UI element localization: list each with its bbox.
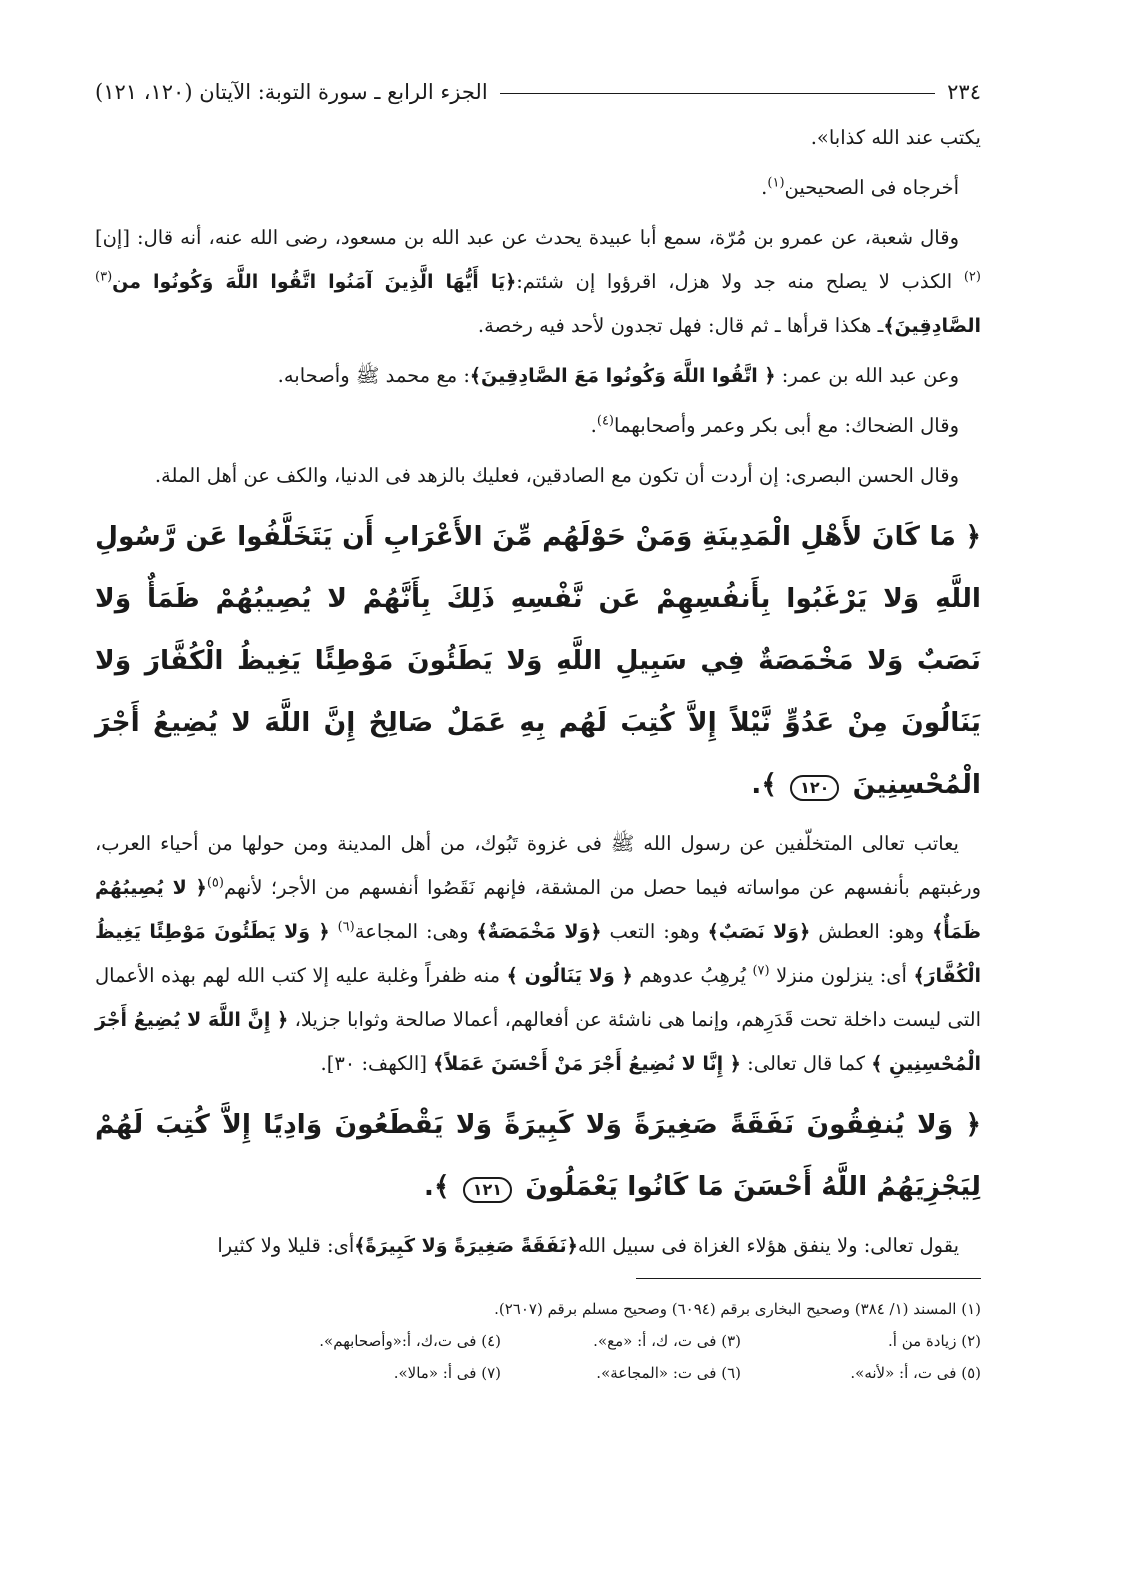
footnote-ref-7[interactable]: (٧)	[752, 963, 770, 979]
paragraph-1-text: يكتب عند الله كذابا».	[810, 126, 981, 149]
paragraph-4-text-b: : مع محمد ﷺ وأصحابه.	[277, 364, 470, 387]
quran-quote: ﴿وَلا مَخْمَصَةٌ﴾	[476, 921, 602, 943]
quran-quote: ﴿ لا يُصِيبُهُمْ ظَمَأٌ﴾	[95, 877, 982, 943]
ayah-number-badge: ١٢٠	[790, 775, 839, 801]
footnote-ref-6[interactable]: (٦)	[337, 919, 355, 935]
paragraph-3-text-a: وقال شعبة، عن عمرو بن مُرّة، سمع أبا عبيدة يحدث عن عبد الله بن مسعود، رضى الله عنه، أنه قال: [إن]	[95, 226, 959, 249]
tafsir-text: منه ظفراً وغلبة عليه إلا كتب الله لهم بهذه الأعمال التى ليست داخلة تحت قَدَرِهم، وإنما هى ناشئة عن أفعالهم، أعمالا صالحة وثوابا جزيلا،	[95, 964, 981, 1031]
footnote-4: (٤) فى ت،ك، أ:«وأصحابهم».	[319, 1332, 501, 1350]
paragraph-6	[95, 454, 981, 498]
tafsir-text: [الكهف: ٣٠].	[320, 1052, 427, 1075]
paragraph-4-text-a: وعن عبد الله بن عمر:	[781, 364, 959, 387]
footnote-ref-3[interactable]: (٣)	[95, 269, 113, 285]
footnote-ref-5[interactable]: (٥)	[206, 875, 224, 891]
footnote-6: (٦) فى ت: «المجاعة».	[596, 1364, 741, 1382]
tafsir-121	[95, 1224, 981, 1268]
quran-quote: الصَّادِقِينَ﴾	[883, 315, 981, 337]
verse-close-bracket: ﴾.	[751, 769, 777, 800]
footnote-1: (١) المسند (١/ ٣٨٤) وصحيح البخارى برقم (٦٠٩٤) وصحيح مسلم برقم (٢٦٠٧).	[494, 1300, 981, 1318]
footnote-ref-4[interactable]: (٤)	[596, 413, 614, 429]
footnote-3: (٣) فى ت، ك، أ: «مع».	[593, 1332, 741, 1350]
running-header	[95, 72, 981, 112]
tafsir-text: وهى: المجاعة	[354, 920, 469, 943]
quran-quote: ﴿ وَلا يَطَئُونَ مَوْطِئًا يَغِيظُ الْكُفَّارَ﴾	[95, 921, 982, 987]
verse-121	[95, 1094, 981, 1218]
paragraph-2-text: أخرجاه فى الصحيحين	[784, 176, 959, 199]
paragraph-6-text: وقال الحسن البصرى: إن أردت أن تكون مع الصادقين، فعليك بالزهد فى الدنيا، والكف عن أهل الملة.	[154, 464, 959, 487]
quran-quote: ﴿نَفَقَةً صَغِيرَةً وَلا كَبِيرَةً﴾	[354, 1235, 578, 1257]
footnote-7: (٧) فى أ: «مالا».	[393, 1364, 501, 1382]
tafsir-text: يقول تعالى: ولا ينفق هؤلاء الغزاة فى سبيل الله	[577, 1234, 959, 1257]
footnote-ref-2[interactable]: (٢)	[963, 269, 981, 285]
tafsir-text: وهو: التعب	[609, 920, 700, 943]
header-title: الجزء الرابع ـ سورة التوبة: الآيتان (١٢٠، ١٢١)	[95, 80, 488, 104]
quran-quote: ﴿ وَلا يَنَالُون ﴾	[506, 965, 633, 987]
tafsir-text: كما قال تعالى:	[747, 1052, 866, 1075]
paragraph-5-text: وقال الضحاك: مع أبى بكر وعمر وأصحابهما	[614, 414, 959, 437]
verse-121-text: ﴿ وَلا يُنفِقُونَ نَفَقَةً صَغِيرَةً وَلا كَبِيرَةً وَلا يَقْطَعُونَ وَادِيًا إِلاَّ كُتِبَ لَهُمْ لِيَجْزِيَهُمُ اللَّهُ أَحْسَنَ مَا كَانُوا يَعْمَلُونَ	[95, 1109, 981, 1202]
footnote-row	[95, 1325, 981, 1357]
ayah-number-badge: ١٢١	[463, 1177, 512, 1203]
main-text	[95, 116, 981, 1268]
verse-close-bracket: ﴾.	[423, 1171, 450, 1202]
footnote-2: (٢) زيادة من أ.	[888, 1332, 981, 1350]
footnotes	[95, 1293, 981, 1389]
tafsir-120	[95, 822, 981, 1086]
paragraph-1	[95, 116, 981, 160]
page-number: ٢٣٤	[947, 80, 981, 104]
paragraph-5: وقال الضحاك: مع أبى بكر وعمر وأصحابهما$^{(٤)}$.	[590, 413, 959, 437]
paragraph-3	[95, 216, 981, 348]
quran-quote: ﴿ إِنَّ اللَّهَ لا يُضِيعُ أَجْرَ الْمُحْسِنِينِ ﴾	[95, 1009, 981, 1075]
tafsir-text: وهو: العطش	[818, 920, 925, 943]
tafsir-text: يعاتب تعالى المتخلّفين عن رسول الله ﷺ فى غزوة تَبُوك، من أهل المدينة ومن حولها من أحياء العرب، ورغبتهم بأنفسهم عن مواساته فيما حصل من المشقة، فإنهم نَقَصُوا أنفسهم من الأجر؛ لأنهم	[95, 832, 981, 899]
paragraph-2: أخرجاه فى الصحيحين$^{(١)}$.	[761, 175, 959, 199]
quran-quote: ﴿يَا أَيُّهَا الَّذِينَ آمَنُوا اتَّقُوا اللَّهَ وَكُونُوا من	[112, 271, 517, 293]
verse-120-text: ﴿ مَا كَانَ لأَهْلِ الْمَدِينَةِ وَمَنْ حَوْلَهُم مِّنَ الأَعْرَابِ أَن يَتَخَلَّفُوا عَن رَّسُولِ اللَّهِ وَلا يَرْغَبُوا بِأَنفُسِهِمْ عَن نَّفْسِهِ ذَلِكَ بِأَنَّهُمْ لا يُصِيبُهُمْ ظَمَأٌ وَلا نَصَبٌ وَلا مَخْمَصَةٌ فِي سَبِيلِ اللَّهِ وَلا يَطَئُونَ مَوْطِئًا يَغِيظُ الْكُفَّارَ وَلا يَنَالُونَ مِنْ عَدُوٍّ نَّيْلاً إِلاَّ كُتِبَ لَهُم بِهِ عَمَلٌ صَالِحٌ إِنَّ اللَّهَ لا يُضِيعُ أَجْرَ الْمُحْسِنِينَ	[95, 521, 981, 800]
footnote-row	[95, 1357, 981, 1389]
tafsir-text: يُرهِبُ عدوهم	[639, 964, 746, 987]
quran-quote: ﴿ اتَّقُوا اللَّهَ وَكُونُوا مَعَ الصَّادِقِينَ﴾	[469, 365, 776, 387]
footnote-separator	[636, 1278, 981, 1279]
paragraph-3-text-b: الكذب لا يصلح منه جد ولا هزل، اقرؤوا إن شئتم:	[516, 270, 953, 293]
paragraph-3-text-c: ـ هكذا قرأها ـ ثم قال: فهل تجدون لأحد فيه رخصة.	[477, 314, 884, 337]
verse-120	[95, 506, 981, 816]
header-rule	[500, 93, 935, 94]
paragraph-4	[95, 354, 981, 398]
quran-quote: ﴿وَلا نَصَبٌ﴾	[707, 921, 811, 943]
footnote-5: (٥) فى ت، أ: «لأنه».	[850, 1364, 981, 1382]
tafsir-text: أى: ينزلون منزلا	[776, 964, 907, 987]
tafsir-text: أى: قليلا ولا كثيرا	[217, 1234, 355, 1257]
footnote-ref-1[interactable]: (١)	[767, 175, 785, 191]
quran-quote: ﴿ إِنَّا لا نُضِيعُ أَجْرَ مَنْ أَحْسَنَ عَمَلاً﴾	[433, 1053, 741, 1075]
